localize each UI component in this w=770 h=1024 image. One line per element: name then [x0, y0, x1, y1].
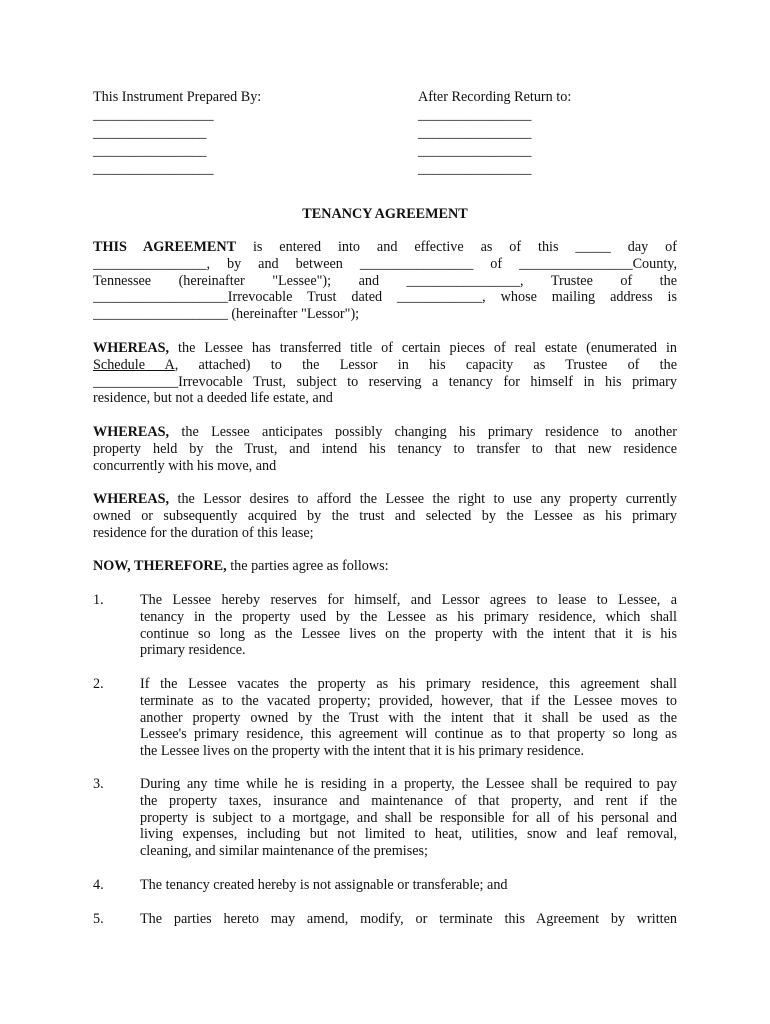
return-to-label: After Recording Return to: — [418, 89, 572, 105]
whereas-line: concurrently with his move, and — [93, 457, 277, 474]
item-text — [140, 676, 677, 760]
intro-line: ___________________Irrevocable Trust dated ____________, whose mailing address is — [93, 289, 677, 306]
item-number: 1. — [93, 592, 104, 608]
return-to-block — [418, 88, 718, 178]
whereas-line: WHEREAS, the Lessee has transferred title of certain pieces of real estate (enumerated in — [93, 340, 677, 356]
item-text — [140, 592, 677, 659]
item-line: Lessee's primary residence, this agreement will continue as to that property so long as — [140, 726, 677, 743]
item-line: terminate as to the vacated property; provided, however, that if the Lessee moves to — [140, 692, 677, 709]
item-line: another property owned by the Trust with the intent that it shall be used as the — [140, 709, 677, 726]
now-therefore-line: NOW, THEREFORE, the parties agree as follows: — [93, 558, 389, 574]
item-line: The tenancy created hereby is not assignable or transferable; and — [140, 877, 508, 893]
now-therefore-paragraph — [93, 558, 677, 575]
prepared-by-blank-line: ________________ — [93, 143, 207, 159]
item-line: The parties hereto may amend, modify, or terminate this Agreement by written — [140, 911, 677, 927]
item-line: The Lessee hereby reserves for himself, and Lessor agrees to lease to Lessee, a — [140, 592, 677, 608]
document-title: TENANCY AGREEMENT — [302, 206, 468, 222]
item-line: property is subject to a mortgage, and shall be responsible for all of his personal and — [140, 809, 677, 826]
whereas-lead: WHEREAS, — [93, 491, 170, 507]
item-text — [140, 911, 677, 928]
return-to-blank-line: ________________ — [418, 143, 532, 159]
whereas-line: residence for the duration of this lease; — [93, 524, 314, 541]
whereas-line: Schedule A, attached) to the Lessor in his capacity as Trustee of the — [93, 356, 677, 373]
item-line: If the Lessee vacates the property as his primary residence, this agreement shall — [140, 676, 677, 692]
return-to-blank-line: ________________ — [418, 107, 532, 123]
whereas-line: property held by the Trust, and intend his tenancy to transfer to that new residence — [93, 440, 677, 457]
prepared-by-blank-line: _________________ — [93, 107, 214, 123]
schedule-a-reference: Schedule A — [93, 356, 175, 373]
item-text — [140, 877, 677, 894]
item-line: cleaning, and similar maintenance of the premises; — [140, 843, 428, 860]
whereas-line: owned or subsequently acquired by the trust and selected by the Lessee as his primary — [93, 507, 677, 524]
intro-line: THIS AGREEMENT is entered into and effective as of this _____ day of — [93, 239, 677, 255]
item-line: tenancy in the property used by the Lessee as his primary residence, which shall — [140, 608, 677, 625]
prepared-by-blank-line: ________________ — [93, 125, 207, 141]
return-to-blank-line: ________________ — [418, 161, 532, 177]
prepared-by-block — [93, 88, 393, 178]
return-to-blank-line: ________________ — [418, 125, 532, 141]
item-line: the Lessee lives on the property with the intent that it is his primary residence. — [140, 743, 585, 760]
item-line: During any time while he is residing in a property, the Lessee shall be required to pay — [140, 776, 677, 792]
item-number: 3. — [93, 776, 104, 792]
intro-paragraph — [93, 239, 677, 323]
intro-line: Tennessee (hereinafter "Lessee"); and ________________, Trustee of the — [93, 272, 677, 289]
item-line: primary residence. — [140, 642, 246, 659]
item-number: 4. — [93, 877, 104, 893]
whereas-paragraph-3 — [93, 491, 677, 541]
prepared-by-label: This Instrument Prepared By: — [93, 89, 262, 105]
item-line: the property taxes, insurance and maintenance of that property, and rent if the — [140, 792, 677, 809]
whereas-paragraph-2 — [93, 424, 677, 474]
whereas-paragraph-1 — [93, 340, 677, 407]
whereas-line: residence, but not a deeded life estate, and — [93, 390, 333, 407]
intro-line: ___________________ (hereinafter "Lessor"); — [93, 306, 360, 323]
whereas-lead: WHEREAS, — [93, 340, 170, 356]
prepared-by-blank-line: _________________ — [93, 161, 214, 177]
intro-lead: THIS AGREEMENT — [93, 239, 237, 255]
whereas-line: ____________Irrevocable Trust, subject to reserving a tenancy for himself in his primary — [93, 373, 677, 390]
item-number: 5. — [93, 911, 104, 927]
now-therefore-lead: NOW, THEREFORE, — [93, 558, 227, 574]
item-number: 2. — [93, 676, 104, 692]
item-line: continue so long as the Lessee lives on the property with the intent that it is his — [140, 625, 677, 642]
item-line: living expenses, including but not limited to heat, utilities, snow and leaf removal, — [140, 826, 677, 843]
whereas-line: WHEREAS, the Lessee anticipates possibly changing his primary residence to another — [93, 424, 677, 440]
whereas-line: WHEREAS, the Lessor desires to afford the Lessee the right to use any property currently — [93, 491, 677, 507]
whereas-lead: WHEREAS, — [93, 424, 170, 440]
item-text — [140, 776, 677, 860]
intro-line: ________________, by and between ________________ of ________________County, — [93, 255, 677, 272]
